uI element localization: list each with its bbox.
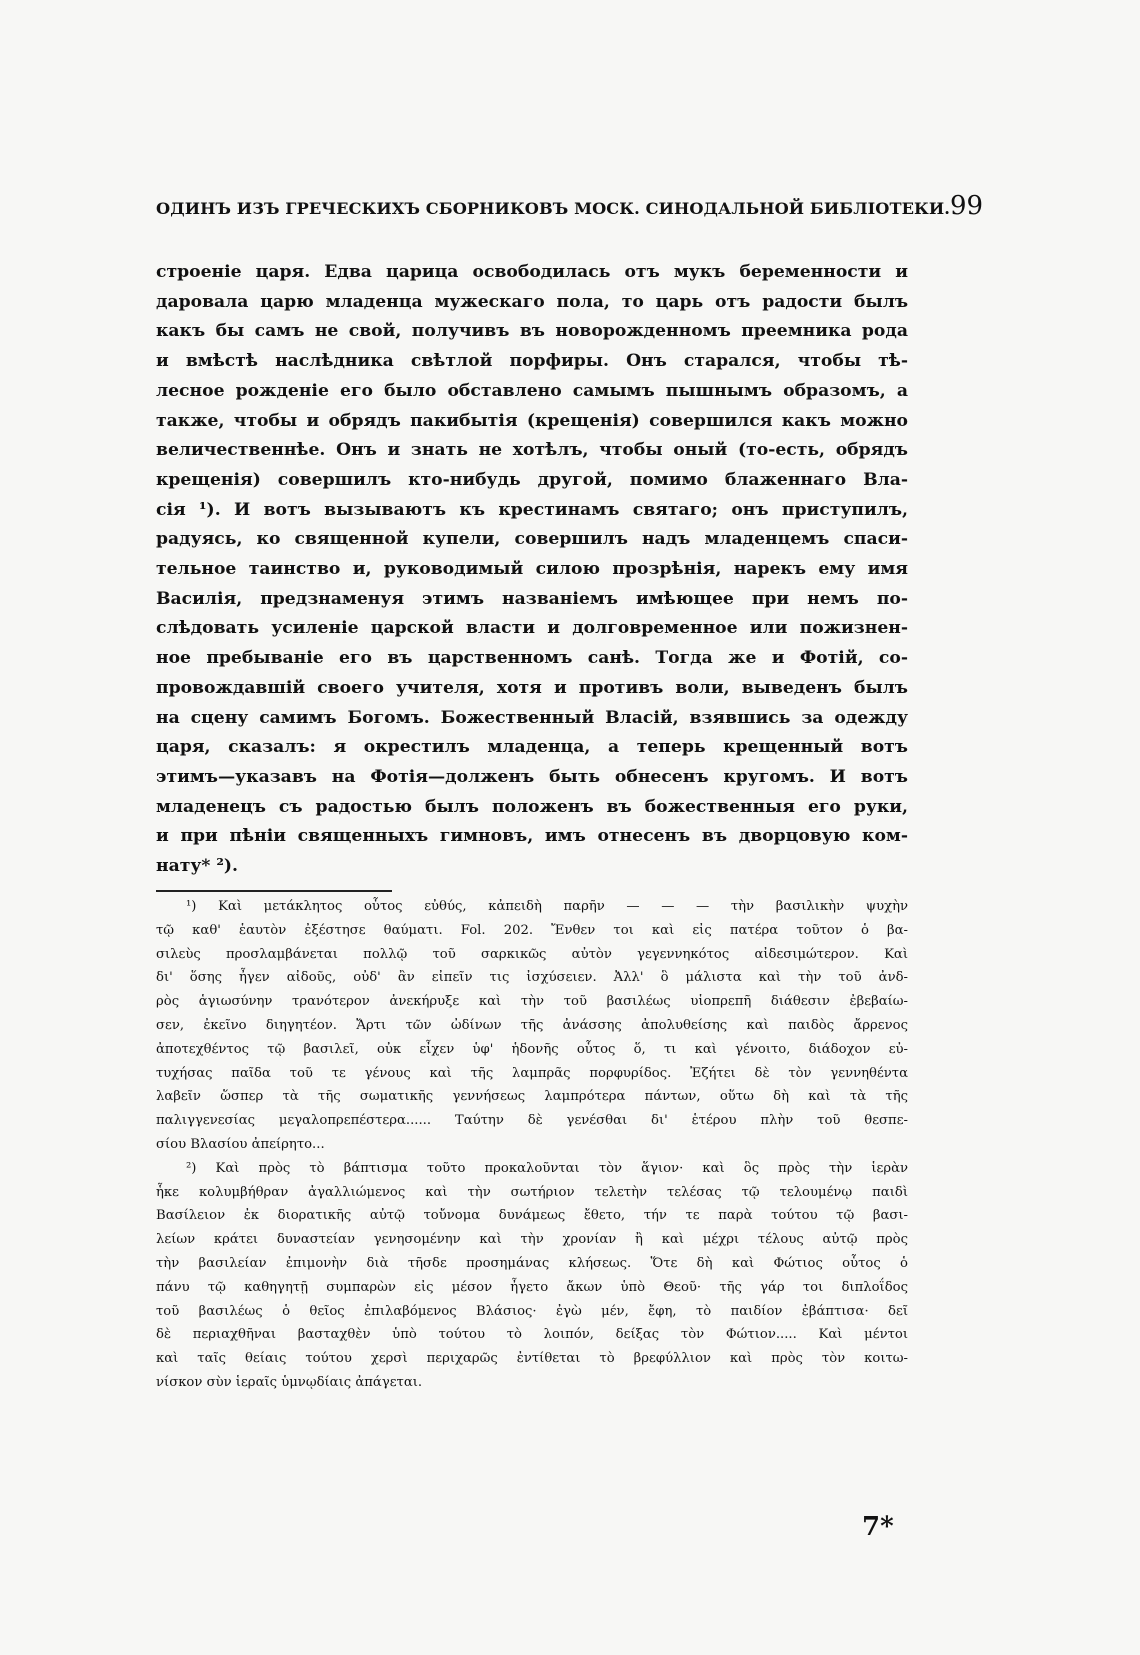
footnote-line: ρὸς ἁγιωσύνην τρανότερον ἀνεκήρυξε καὶ τὴν τοῦ βασιλέως υἱοπρεπῆ διάθεσιν ἐβεβαίω- [156,994,908,1010]
text-line: даровала царю младенца мужескаго пола, то царь отъ радости былъ [156,291,908,312]
text-line: Василія, предзнаменуя этимъ названіемъ имѣющее при немъ по- [156,588,908,609]
page-number: 99 [950,191,984,221]
footnote-line: νίσκον σὺν ἱεραῖς ὑμνῳδίαις ἀπάγεται. [156,1374,423,1390]
footnote-line: πάνυ τῷ καθηγητῇ συμπαρὼν εἰς μέσον ἦγετο ἄκων ὑπὸ Θεοῦ· τῆς γάρ τοι διπλοΐδος [156,1279,908,1295]
text-line: сія ¹). И вотъ вызываютъ къ крестинамъ святаго; онъ приступилъ, [156,499,908,520]
text-line: ное пребываніе его въ царственномъ санѣ. Тогда же и Фотій, со- [156,648,908,669]
text-line: величественнѣе. Онъ и знать не хотѣлъ, чтобы оный (то-есть, обрядъ [156,440,908,461]
footnote-line: τὴν βασιλείαν ἐπιμονὴν διὰ τῆσδε προσημάνας κλήσεως. Ὅτε δὴ καὶ Φώτιος οὗτος ὁ [156,1255,908,1271]
text-line: царя, сказалъ: я окрестилъ младенца, а теперь крещенный вотъ [156,737,908,758]
footnote-line: ἧκε κολυμβήθραν ἀγαλλιώμενος καὶ τὴν σωτήριον τελετὴν τελέσας τῷ τελουμένῳ παιδὶ [156,1184,908,1200]
footnote-line: καὶ ταῖς θείαις τούτου χερσὶ περιχαρῶς ἐντίθεται τὸ βρεφύλλιον καὶ πρὸς τὸν κοιτω- [156,1351,908,1367]
footnote-line: Βασίλειον ἐκ διορατικῆς αὐτῷ τοὔνομα δυνάμεως ἔθετο, τήν τε παρὰ τούτου τῷ βασι- [156,1208,908,1224]
footnote-line: δὲ περιαχθῆναι βασταχθὲν ὑπὸ τούτου τὸ λοιπόν, δείξας τὸν Φώτιον..... Καὶ μέντοι [156,1327,908,1343]
text-line: и при пѣніи священныхъ гимновъ, имъ отнесенъ въ дворцовую ком- [156,826,908,847]
footnote-line: τοῦ βασιλέως ὁ θεῖος ἐπιλαβόμενος Βλάσιος· ἐγὼ μέν, ἔφη, τὸ παιδίον ἐβάπτισα· δεῖ [156,1303,908,1319]
text-line: этимъ—указавъ на Фотія—долженъ быть обнесенъ кругомъ. И вотъ [156,766,908,787]
footnote-line: παλιγγενεσίας μεγαλοπρεπέστερα...... Ταύτην δὲ γενέσθαι δι' ἑτέρου πλὴν τοῦ θεσπε- [156,1113,908,1129]
text-line: также, чтобы и обрядъ пакибытія (крещенія) совершился какъ можно [156,410,908,431]
text-line: младенецъ съ радостью былъ положенъ въ божественныя его руки, [156,796,908,817]
footnote-line: σίου Βλασίου ἀπείρητο... [156,1136,325,1152]
footnote-line: λείων κράτει δυναστείαν γενησομένην καὶ τὴν χρονίαν ἢ καὶ μέχρι τέλους αὐτῷ πρὸς [156,1232,908,1248]
footnote-line: ἀποτεχθέντος τῷ βασιλεῖ, οὐκ εἶχεν ὑφ' ἡδονῆς οὗτος ὅ, τι καὶ γένοιτο, διάδοχον εὐ- [156,1041,908,1057]
footnote-line: δι' ὅσης ἦγεν αἰδοῦς, οὐδ' ἂν εἰπεῖν τις ἰσχύσειεν. Ἀλλ' ὃ μάλιστα καὶ τὴν τοῦ ἀνδ- [156,970,908,986]
footnote-line: λαβεῖν ὥσπερ τὰ τῆς σωματικῆς γεννήσεως λαμπρότερα πάντων, οὕτω δὴ καὶ τὰ τῆς [156,1089,908,1105]
main-text [156,258,908,882]
running-header [156,191,984,221]
text-line: лесное рожденіе его было обставлено самымъ пышнымъ образомъ, а [156,380,908,401]
running-title: ОДИНЪ ИЗЪ ГРЕЧЕСКИХЪ СБОРНИКОВЪ МОСК. СИНОДАЛЬНОЙ БИБЛІОТЕКИ. [156,199,951,218]
footnote-line: τῷ καθ' ἑαυτὸν ἐξέστησε θαύματι. Fol. 202. Ἔνθεν τοι καὶ εἰς πατέρα τοῦτον ὁ βα- [156,922,908,938]
text-line: радуясь, ко священной купели, совершилъ надъ младенцемъ спаси- [156,529,908,550]
footnote-line: τυχήσας παῖδα τοῦ τε γένους καὶ τῆς λαμπρᾶς πορφυρίδος. Ἐζήτει δὲ τὸν γεννηθέντα [156,1065,908,1081]
text-line: на сцену самимъ Богомъ. Божественный Власій, взявшись за одежду [156,707,908,728]
text-line: нату* ²). [156,856,238,877]
footnotes [156,895,908,1395]
signature-mark: 7* [862,1512,894,1542]
text-line: строеніе царя. Едва царица освободилась отъ мукъ беременности и [156,262,908,282]
footnote-line: ¹) Καὶ μετάκλητος οὗτος εὐθύς, κἀπειδὴ παρῆν — — — τὴν βασιλικὴν ψυχὴν [186,899,908,914]
text-line: какъ бы самъ не свой, получивъ въ новорожденномъ преемника рода [156,321,908,342]
text-line: провождавшій своего учителя, хотя и противъ воли, выведенъ былъ [156,677,908,698]
footnote-line: σεν, ἐκεῖνο διηγητέον. Ἄρτι τῶν ὠδίνων τῆς ἀνάσσης ἀπολυθείσης καὶ παιδὸς ἄρρενος [156,1017,908,1033]
text-line: крещенія) совершилъ кто-нибудь другой, помимо блаженнаго Вла- [156,469,908,490]
footnote-line: σιλεὺς προσλαμβάνεται πολλῷ τοῦ σαρκικῶς αὐτὸν γεγεννηκότος αἰδεσιμώτερον. Καὶ [156,946,908,962]
text-line: слѣдовать усиленіе царской власти и долговременное или пожизнен- [156,618,908,639]
text-line: тельное таинство и, руководимый силою прозрѣнія, нарекъ ему имя [156,559,908,580]
text-line: и вмѣстѣ наслѣдника свѣтлой порфиры. Онъ старался, чтобы тѣ- [156,351,908,372]
footnote-line: ²) Καὶ πρὸς τὸ βάπτισμα τοῦτο προκαλοῦνται τὸν ἅγιον· καὶ ὃς πρὸς τὴν ἱερὰν [186,1160,908,1176]
footnote-separator [156,890,392,892]
